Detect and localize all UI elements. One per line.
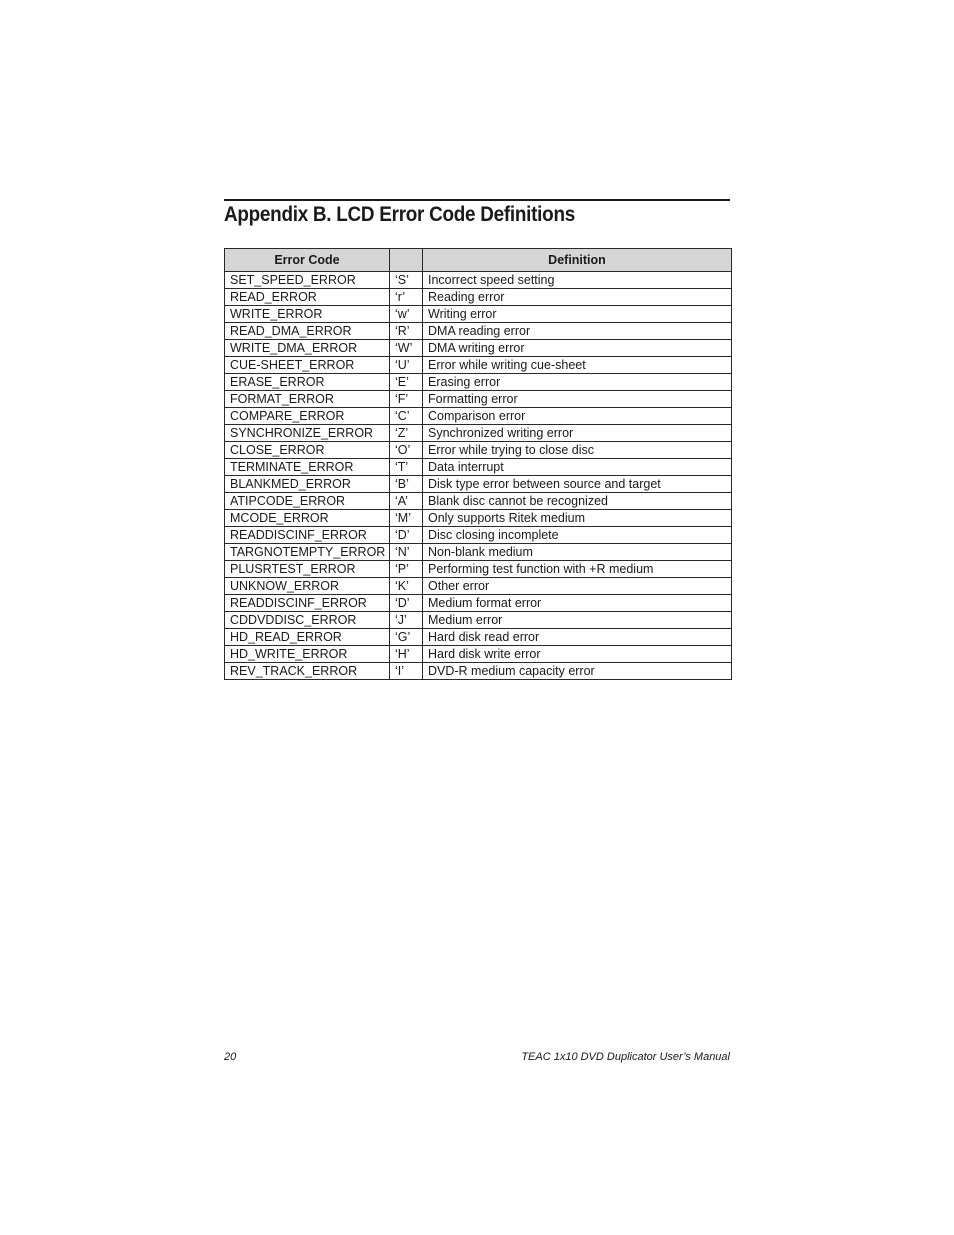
definition-cell: DMA reading error xyxy=(423,323,732,340)
table-row xyxy=(225,459,732,476)
error-code-cell: READ_ERROR xyxy=(225,289,390,306)
table-row xyxy=(225,391,732,408)
lcd-char-cell: ‘A’ xyxy=(390,493,423,510)
definition-cell: Comparison error xyxy=(423,408,732,425)
table-row xyxy=(225,646,732,663)
page-number: 20 xyxy=(224,1051,237,1063)
error-code-cell: WRITE_ERROR xyxy=(225,306,390,323)
table-row xyxy=(225,476,732,493)
table-row xyxy=(225,612,732,629)
definition-cell: Disk type error between source and target xyxy=(423,476,732,493)
definition-cell: Only supports Ritek medium xyxy=(423,510,732,527)
definition-cell: Data interrupt xyxy=(423,459,732,476)
definition-cell: Blank disc cannot be recognized xyxy=(423,493,732,510)
definition-cell: Other error xyxy=(423,578,732,595)
table-row xyxy=(225,544,732,561)
table-row xyxy=(225,374,732,391)
header-character xyxy=(390,249,423,272)
error-code-cell: CUE-SHEET_ERROR xyxy=(225,357,390,374)
lcd-char-cell: ‘S’ xyxy=(390,272,423,289)
error-code-cell: BLANKMED_ERROR xyxy=(225,476,390,493)
manual-title: TEAC 1x10 DVD Duplicator User’s Manual xyxy=(521,1051,730,1063)
table-row xyxy=(225,340,732,357)
error-code-cell: ERASE_ERROR xyxy=(225,374,390,391)
table-row xyxy=(225,272,732,289)
lcd-char-cell: ‘N’ xyxy=(390,544,423,561)
table-row xyxy=(225,578,732,595)
lcd-char-cell: ‘I’ xyxy=(390,663,423,680)
lcd-char-cell: ‘Z’ xyxy=(390,425,423,442)
lcd-char-cell: ‘w’ xyxy=(390,306,423,323)
definition-cell: Hard disk write error xyxy=(423,646,732,663)
lcd-char-cell: ‘B’ xyxy=(390,476,423,493)
definition-cell: Disc closing incomplete xyxy=(423,527,732,544)
definition-cell: Incorrect speed setting xyxy=(423,272,732,289)
lcd-char-cell: ‘M’ xyxy=(390,510,423,527)
lcd-char-cell: ‘F’ xyxy=(390,391,423,408)
error-code-cell: PLUSRTEST_ERROR xyxy=(225,561,390,578)
definition-cell: Writing error xyxy=(423,306,732,323)
lcd-char-cell: ‘O’ xyxy=(390,442,423,459)
table-row xyxy=(225,408,732,425)
error-code-cell: READDISCINF_ERROR xyxy=(225,595,390,612)
lcd-char-cell: ‘T’ xyxy=(390,459,423,476)
error-code-cell: MCODE_ERROR xyxy=(225,510,390,527)
table-row xyxy=(225,357,732,374)
header-definition: Definition xyxy=(423,249,732,272)
definition-cell: Formatting error xyxy=(423,391,732,408)
error-code-cell: COMPARE_ERROR xyxy=(225,408,390,425)
definition-cell: Medium format error xyxy=(423,595,732,612)
definition-cell: Erasing error xyxy=(423,374,732,391)
header-error-code: Error Code xyxy=(225,249,390,272)
table-row xyxy=(225,289,732,306)
error-code-cell: TARGNOTEMPTY_ERROR xyxy=(225,544,390,561)
lcd-char-cell: ‘W’ xyxy=(390,340,423,357)
lcd-char-cell: ‘U’ xyxy=(390,357,423,374)
error-code-cell: HD_READ_ERROR xyxy=(225,629,390,646)
definition-cell: Performing test function with +R medium xyxy=(423,561,732,578)
definition-cell: Error while trying to close disc xyxy=(423,442,732,459)
error-code-cell: SYNCHRONIZE_ERROR xyxy=(225,425,390,442)
definition-cell: Error while writing cue-sheet xyxy=(423,357,732,374)
definition-cell: Synchronized writing error xyxy=(423,425,732,442)
definition-cell: Hard disk read error xyxy=(423,629,732,646)
error-code-cell: UNKNOW_ERROR xyxy=(225,578,390,595)
table-header-row xyxy=(225,249,732,272)
table-row xyxy=(225,442,732,459)
lcd-char-cell: ‘G’ xyxy=(390,629,423,646)
lcd-char-cell: ‘K’ xyxy=(390,578,423,595)
lcd-char-cell: ‘r’ xyxy=(390,289,423,306)
lcd-char-cell: ‘D’ xyxy=(390,595,423,612)
error-code-cell: READ_DMA_ERROR xyxy=(225,323,390,340)
error-code-cell: TERMINATE_ERROR xyxy=(225,459,390,476)
lcd-char-cell: ‘D’ xyxy=(390,527,423,544)
error-code-cell: REV_TRACK_ERROR xyxy=(225,663,390,680)
lcd-char-cell: ‘J’ xyxy=(390,612,423,629)
error-code-cell: ATIPCODE_ERROR xyxy=(225,493,390,510)
table-row xyxy=(225,323,732,340)
table-row xyxy=(225,425,732,442)
table-row xyxy=(225,595,732,612)
table-row xyxy=(225,527,732,544)
error-code-cell: READDISCINF_ERROR xyxy=(225,527,390,544)
definition-cell: Reading error xyxy=(423,289,732,306)
table-row xyxy=(225,561,732,578)
lcd-char-cell: ‘H’ xyxy=(390,646,423,663)
definition-cell: Non-blank medium xyxy=(423,544,732,561)
error-code-cell: WRITE_DMA_ERROR xyxy=(225,340,390,357)
table-row xyxy=(225,306,732,323)
table-row xyxy=(225,663,732,680)
definition-cell: DVD-R medium capacity error xyxy=(423,663,732,680)
table-row xyxy=(225,629,732,646)
table-body xyxy=(225,272,732,680)
error-code-cell: FORMAT_ERROR xyxy=(225,391,390,408)
error-code-cell: HD_WRITE_ERROR xyxy=(225,646,390,663)
lcd-char-cell: ‘E’ xyxy=(390,374,423,391)
error-code-cell: SET_SPEED_ERROR xyxy=(225,272,390,289)
error-code-cell: CDDVDDISC_ERROR xyxy=(225,612,390,629)
definition-cell: DMA writing error xyxy=(423,340,732,357)
table-row xyxy=(225,493,732,510)
definition-cell: Medium error xyxy=(423,612,732,629)
lcd-char-cell: ‘C’ xyxy=(390,408,423,425)
page-title: Appendix B. LCD Error Code Definitions xyxy=(224,203,575,226)
table-row xyxy=(225,510,732,527)
lcd-char-cell: ‘P’ xyxy=(390,561,423,578)
error-code-table xyxy=(224,248,732,680)
error-code-cell: CLOSE_ERROR xyxy=(225,442,390,459)
lcd-char-cell: ‘R’ xyxy=(390,323,423,340)
